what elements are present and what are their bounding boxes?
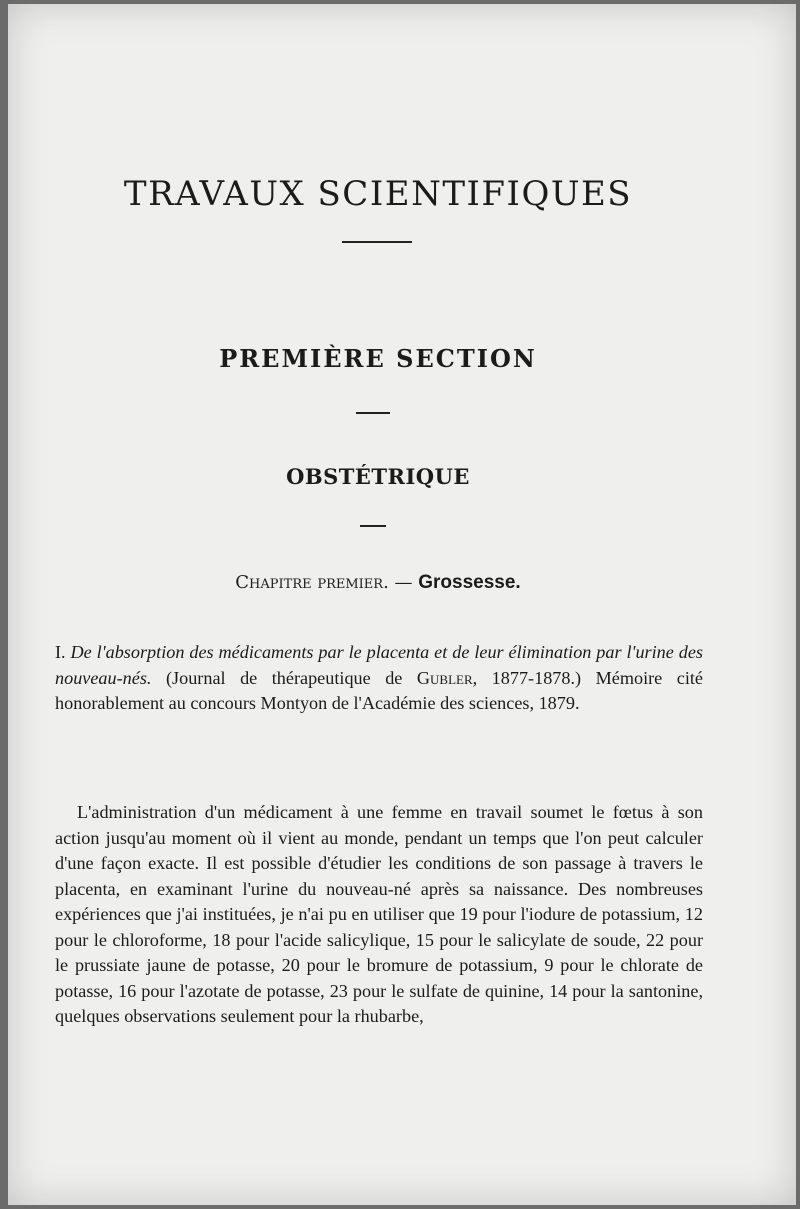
chapter-dash: —: [388, 572, 419, 593]
section-heading: PREMIÈRE SECTION: [219, 344, 537, 373]
entry-title: De l'absorption des médicaments par le placenta et de leur élimination par l'urine des nouveau-nés.: [55, 642, 703, 688]
entry-ref-close: , 1877-1878.) Mémoire cité honorablement au concours Montyon de l'Académie des sciences, 1879.: [55, 667, 703, 713]
title-rule: [342, 241, 412, 243]
body-paragraph: L'administration d'un médicament à une femme en travail soumet le fœtus à son action jusqu'au moment où il vient au monde, pendant un temps que l'on peut calculer d'une façon exacte. Il est possible d'étudier les conditions de son passage à travers le placenta, en examinant l'urine du nouveau-né après sa naissance. Des nombreuses expériences que j'ai instituées, je n'ai pu en utiliser que 19 pour l'iodure de potassium, 12 pour le chloroforme, 18 pour l'acide salicylique, 15 pour le salicylate de soude, 22 pour le prussiate jaune de potasse, 20 pour le bromure de potassium, 9 pour le chlorate de potasse, 16 pour l'azotate de potasse, 23 pour le sulfate de quinine, 14 pour la santonine, quelques observations seulement pour la rhubarbe,: [55, 802, 703, 1026]
bibliographic-entry: [55, 640, 703, 717]
section-rule: [356, 412, 390, 414]
entry-ref-open: (Journal de thérapeutique de: [151, 667, 417, 688]
subsection-heading: OBSTÉTRIQUE: [286, 464, 470, 489]
entry-number: I.: [55, 642, 71, 662]
chapter-label: Chapitre premier.: [235, 572, 389, 593]
chapter-topic: Grossesse.: [418, 572, 521, 593]
chapter-heading: [8, 572, 748, 594]
page-title: TRAVAUX SCIENTIFIQUES: [123, 174, 633, 214]
book-page: [8, 4, 796, 1205]
subsection-rule: [360, 525, 386, 527]
entry-ref-author: Gubler: [416, 667, 473, 688]
